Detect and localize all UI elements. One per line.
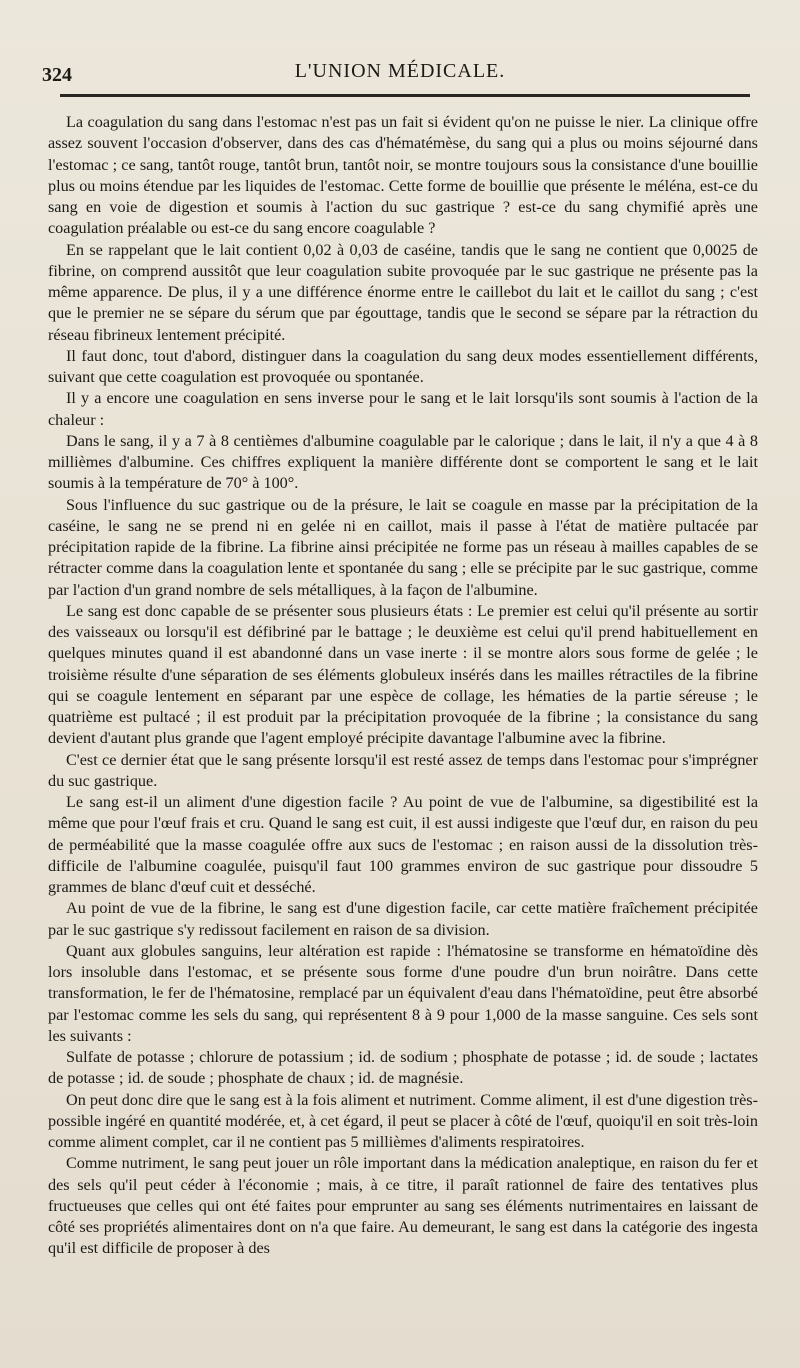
paragraph: Au point de vue de la fibrine, le sang est d'une digestion facile, car cette matière fraîchement précipitée par le suc gastrique s'y redissout facilement en raison de sa division. [48, 899, 758, 939]
paragraph: Le sang est-il un aliment d'une digestion facile ? Au point de vue de l'albumine, sa digestibilité est la même que pour l'œuf frais et cru. Quand le sang est cuit, il est aussi indigeste que l'œuf dur, en raison du peu de perméabilité que la masse coagulée offre aux sucs de l'estomac ; en raison aussi de la dissolution très-difficile de l'albumine coagulée, puisqu'il faut 100 grammes environ de suc gastrique pour dissoudre 5 grammes de blanc d'œuf cuit et desséché. [48, 793, 758, 896]
paragraph: Il y a encore une coagulation en sens inverse pour le sang et le lait lorsqu'ils sont soumis à l'action de la chaleur : [48, 389, 758, 429]
paragraph: Il faut donc, tout d'abord, distinguer dans la coagulation du sang deux modes essentiellement différents, suivant que cette coagulation est provoquée ou spontanée. [48, 346, 758, 386]
paragraph: C'est ce dernier état que le sang présente lorsqu'il est resté assez de temps dans l'estomac pour s'imprégner du suc gastrique. [48, 750, 758, 790]
paragraph: Dans le sang, il y a 7 à 8 centièmes d'albumine coagulable par le calorique ; dans le lait, il n'y a que 4 à 8 millièmes d'albumine. Ces chiffres expliquent la manière différente dont se comportent le sang et le lait soumis à la température de 70° à 100°. [48, 431, 758, 493]
paragraph: Quant aux globules sanguins, leur altération est rapide : l'hématosine se transforme en hématoïdine dès lors insoluble dans l'estomac, et se présente sous forme d'une poudre d'un brun noirâtre. Dans cette transformation, le fer de l'hématosine, remplacé par un équivalent d'eau dans l'hématoïdine, peut être absorbé par l'estomac comme les sels du sang, qui représentent 8 à 9 pour 1,000 de la masse sanguine. Ces sels sont les suivants : [48, 941, 758, 1045]
header-rule [60, 94, 750, 97]
paragraph: Sous l'influence du suc gastrique ou de la présure, le lait se coagule en masse par la précipitation de la caséine, le sang ne se prend ni en gelée ni en caillot, mais il passe à l'état de matière pultacée par précipitation rapide de la fibrine. La fibrine ainsi précipitée ne forme pas un réseau à mailles capables de se rétracter comme dans la coagulation lente et spontanée du sang ; elle se précipite par le suc gastrique, comme par l'action d'un grand nombre de sels métalliques, à la façon de l'albumine. [48, 495, 758, 599]
paragraph: Le sang est donc capable de se présenter sous plusieurs états : Le premier est celui qu'il présente au sortir des vaisseaux ou lorsqu'il est défibriné par le battage ; le deuxième est celui qu'il prend habituellement en quelques minutes quand il est abandonné dans un vase inerte : il se montre alors sous forme de gelée ; le troisième résulte d'une séparation de ses éléments globuleux insérés dans les mailles rétractiles de la fibrine qui se coagule lentement en séparant par une espèce de collage, les hématies de la partie séreuse ; le quatrième est pultacé ; il est produit par la précipitation provoquée de la fibrine ; la consistance du sang devient d'autant plus grande que l'agent employé précipite davantage l'albumine avec la fibrine. [48, 601, 758, 748]
paragraph: En se rappelant que le lait contient 0,02 à 0,03 de caséine, tandis que le sang ne contient que 0,0025 de fibrine, on comprend aussitôt que leur coagulation subite provoquée par le suc gastrique ne présente pas la même apparence. De plus, il y a une différence énorme entre le caillebot du lait et le caillot du sang ; c'est que le premier ne se sépare du sérum que par égouttage, tandis que le second se sépare par la rétraction du réseau fibrineux lentement précipité. [48, 240, 758, 344]
paragraph: Sulfate de potasse ; chlorure de potassium ; id. de sodium ; phosphate de potasse ; id. de soude ; lactates de potasse ; id. de soude ; phosphate de chaux ; id. de magnésie. [48, 1048, 758, 1088]
article-body [48, 112, 758, 1260]
paragraph: La coagulation du sang dans l'estomac n'est pas un fait si évident qu'on ne puisse le nier. La clinique offre assez souvent l'occasion d'observer, dans des cas d'hématémèse, du sang qui a plus ou moins séjourné dans l'estomac ; ce sang, tantôt rouge, tantôt brun, tantôt noir, se montre toujours sous la consistance d'une bouillie plus ou moins étendue par les liquides de l'estomac. Cette forme de bouillie que présente le méléna, est-ce du sang en voie de digestion et soumis à l'action du suc gastrique ? est-ce du sang chymifié après une coagulation préalable ou est-ce du sang encore coagulable ? [48, 113, 758, 238]
page-header [40, 58, 760, 88]
running-title: L'UNION MÉDICALE. [294, 60, 506, 82]
paragraph: On peut donc dire que le sang est à la fois aliment et nutriment. Comme aliment, il est d'une digestion très-possible ingéré en quantité modérée, et, à cet égard, il peut se placer à côté de l'œuf, quoiqu'il en soit très-loin comme aliment complet, car il ne contient pas 5 millièmes d'aliments respiratoires. [48, 1090, 758, 1151]
page-number: 324 [42, 64, 72, 86]
paragraph: Comme nutriment, le sang peut jouer un rôle important dans la médication analeptique, en raison du fer et des sels qu'il peut céder à l'économie ; mais, à ce titre, il paraît rationnel de faire des tentatives plus fructueuses que celles qui ont été faites pour emprunter au sang ses éléments nutrimentaires en laissant de côté ses propriétés alimentaires dont on n'a que faire. Au demeurant, le sang est dans la catégorie des ingesta qu'il est difficile de proposer à des [48, 1154, 758, 1258]
